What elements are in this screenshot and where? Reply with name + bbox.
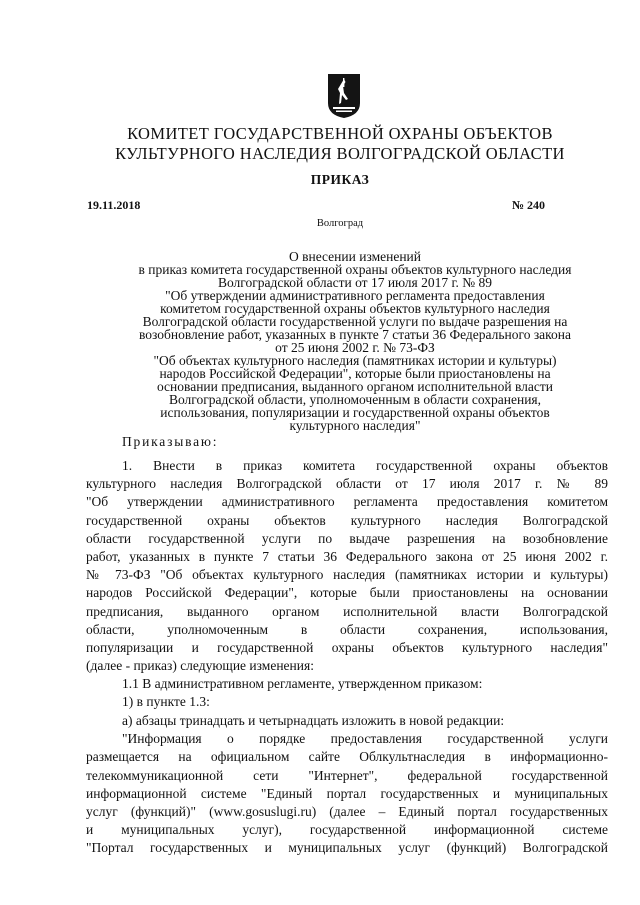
body-line: области государственной услуги по выдаче разрешения на возобновление (86, 530, 608, 546)
subject-line: основании предписания, выданного органом исполнительной власти (156, 379, 554, 394)
body-line: культурного наследия Волгоградской области от 17 июля 2017 г. № 89 (86, 476, 608, 492)
order-body-part-1 (86, 457, 608, 712)
body-line: предписания, выданного органом исполнительной власти Волгоградской (86, 603, 608, 619)
order-subject (90, 250, 620, 432)
body-line: народов Российской Федерации", которые были приостановлены на основании (86, 585, 608, 601)
subject-line: Волгоградской области государственной услуги по выдаче разрешения на (142, 314, 568, 329)
body-line: популяризации и государственной охраны объектов культурного наследия" (86, 639, 608, 655)
subject-line: народов Российской Федерации", которые были приостановлены на (159, 366, 551, 381)
city-name: Волгоград (316, 218, 364, 229)
subject-line: возобновление работ, указанных в пункте 7 статьи 36 Федерального закона (138, 327, 571, 342)
coat-of-arms-icon (327, 73, 361, 119)
subject-line: Волгоградской области, уполномоченным в области сохранения, (168, 392, 542, 407)
body-line: размещается на официальном сайте Облкультнаследия в информационно- (86, 749, 608, 765)
subject-line: "Об объектах культурного наследия (памятниках истории и культуры) (153, 353, 557, 368)
subject-line: "Об утверждении административного регламента предоставления (165, 288, 545, 303)
organization-name-line-2: КУЛЬТУРНОГО НАСЛЕДИЯ ВОЛГОГРАДСКОЙ ОБЛАСТИ (115, 144, 565, 163)
body-line: области, уполномоченным в области сохранения, использования, (86, 621, 608, 637)
order-date: 19.11.2018 (87, 198, 141, 212)
body-line: (далее - приказ) следующие изменения: (86, 658, 314, 674)
body-line: "Информация о порядке предоставления государственной услуги (122, 731, 608, 747)
body-line: 1.1 В административном регламенте, утвержденном приказом: (122, 676, 483, 692)
body-line: информационной системе "Единый портал государственных и муниципальных (86, 785, 608, 801)
body-line: государственной охраны объектов культурного наследия Волгоградской (86, 512, 608, 528)
subject-line: использования, популяризации и государственной охраны объектов (160, 405, 550, 420)
body-line: и муниципальных услуг), государственной информационной системе (86, 822, 608, 838)
body-line: № 73-ФЗ "Об объектах культурного наследия (памятниках истории и культуры) (86, 567, 608, 583)
subject-line: от 25 июня 2002 г. № 73-ФЗ (275, 340, 435, 355)
body-line: услуг (функций)" (www.gosuslugi.ru) (далее – Единый портал государственных (86, 803, 608, 819)
subject-line: комитетом государственной охраны объектов культурного наследия (160, 301, 550, 316)
subject-line: Волгоградской области от 17 июля 2017 г. № 89 (217, 275, 493, 290)
body-line: работ, указанных в пункте 7 статьи 36 Федерального закона от 25 июня 2002 г. (86, 548, 608, 564)
subject-line: культурного наследия" (289, 418, 421, 433)
body-line: телекоммуникационной сети "Интернет", федеральной государственной (86, 767, 608, 783)
document-title: ПРИКАЗ (310, 172, 370, 187)
order-number: № 240 (511, 198, 545, 212)
subject-line: О внесении изменений (288, 249, 422, 264)
organization-name-line-1: КОМИТЕТ ГОСУДАРСТВЕННОЙ ОХРАНЫ ОБЪЕКТОВ (127, 124, 553, 143)
body-line: 1. Внести в приказ комитета государственной охраны объектов (122, 458, 608, 473)
order-body-part-2 (86, 712, 608, 858)
body-line: "Об утверждении административного регламента предоставления комитетом (86, 494, 608, 510)
order-directive-word: Приказываю: (122, 434, 219, 449)
subject-line: в приказ комитета государственной охраны объектов культурного наследия (138, 262, 572, 277)
body-line: "Портал государственных и муниципальных услуг (функций) Волгоградской (86, 840, 608, 856)
body-line: а) абзацы тринадцать и четырнадцать изложить в новой редакции: (122, 713, 505, 728)
body-line: 1) в пункте 1.3: (122, 694, 210, 710)
